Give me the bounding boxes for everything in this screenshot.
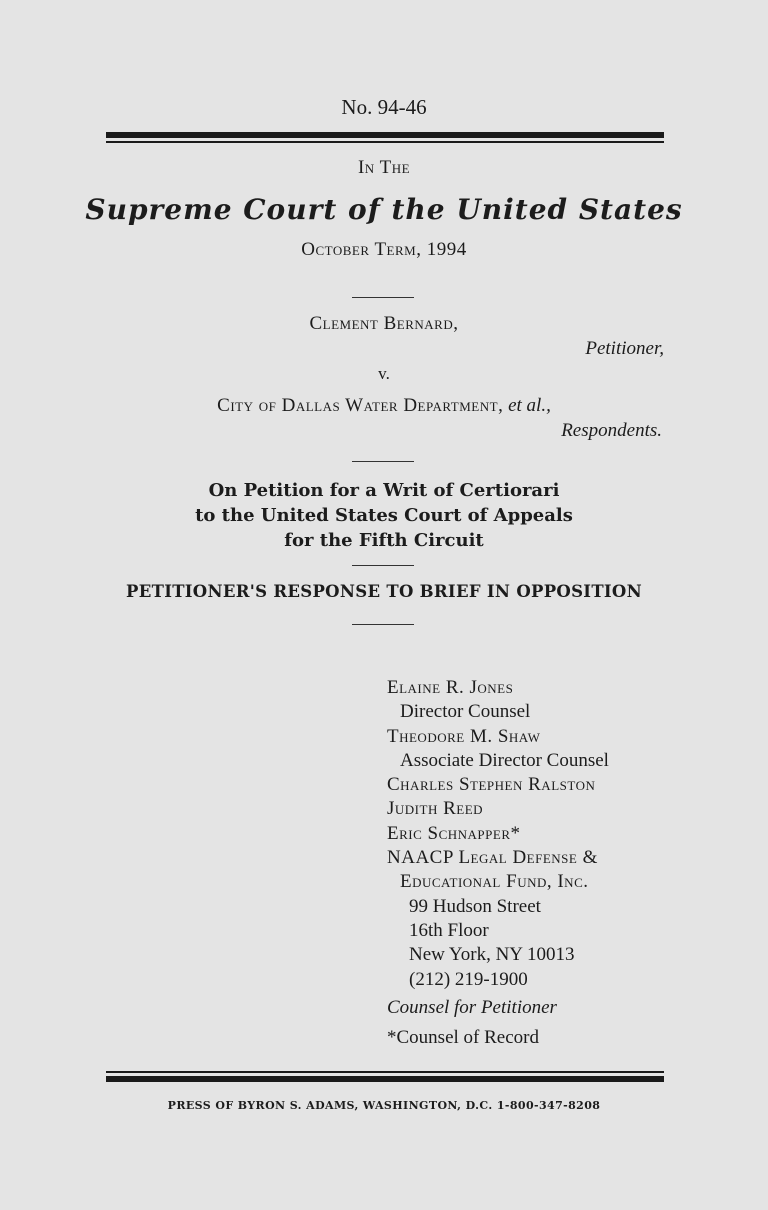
respondent-line bbox=[0, 395, 768, 417]
attorney-title: Associate Director Counsel bbox=[400, 749, 609, 771]
versus: v. bbox=[378, 364, 390, 383]
printer-line: PRESS OF BYRON S. ADAMS, WASHINGTON, D.C. 1-800-347-8208 bbox=[167, 1099, 601, 1112]
document-title: PETITIONER'S RESPONSE TO BRIEF IN OPPOSITION bbox=[126, 582, 642, 601]
petition-heading-line: to the United States Court of Appeals bbox=[195, 505, 573, 526]
respondent-name: City of Dallas Water Department, bbox=[217, 395, 504, 416]
respondent-etal: et al., bbox=[508, 395, 551, 416]
attorney-name: Charles Stephen Ralston bbox=[387, 774, 596, 796]
divider-4 bbox=[352, 624, 414, 625]
attorney-name: Theodore M. Shaw bbox=[387, 725, 541, 747]
divider-2 bbox=[352, 461, 414, 462]
petitioner-name: Clement Bernard, bbox=[309, 313, 459, 334]
top-rule-thin bbox=[106, 141, 664, 143]
court-name: Supreme Court of the United States bbox=[85, 193, 683, 226]
petition-heading-line: for the Fifth Circuit bbox=[284, 530, 484, 551]
counsel-block bbox=[387, 676, 609, 1050]
attorney-title: Director Counsel bbox=[400, 701, 531, 723]
organization-name: NAACP Legal Defense & bbox=[387, 847, 598, 869]
top-rule-thick bbox=[106, 132, 664, 138]
respondent-role: Respondents. bbox=[561, 420, 662, 441]
attorney-name: Judith Reed bbox=[387, 798, 484, 820]
divider-1 bbox=[352, 297, 414, 298]
attorney-name: Elaine R. Jones bbox=[387, 677, 514, 698]
bottom-rule-thin bbox=[106, 1071, 664, 1073]
counsel-of-record-note: *Counsel of Record bbox=[387, 1027, 539, 1049]
petition-heading-line: On Petition for a Writ of Certiorari bbox=[208, 480, 560, 501]
counsel-for-label: Counsel for Petitioner bbox=[387, 996, 557, 1018]
address-line: 99 Hudson Street bbox=[409, 895, 541, 917]
court-term: October Term, 1994 bbox=[301, 239, 467, 260]
divider-3 bbox=[352, 565, 414, 566]
bottom-rule-thick bbox=[106, 1076, 664, 1082]
address-line: New York, NY 10013 bbox=[409, 944, 575, 966]
caption-in-the: In The bbox=[357, 157, 411, 178]
organization-name: Educational Fund, Inc. bbox=[400, 871, 589, 893]
address-line: 16th Floor bbox=[409, 919, 489, 941]
docket-number: No. 94-46 bbox=[341, 95, 427, 119]
phone-number: (212) 219-1900 bbox=[409, 968, 528, 990]
petition-heading bbox=[0, 478, 768, 553]
petitioner-role: Petitioner, bbox=[585, 338, 664, 359]
attorney-name: Eric Schnapper* bbox=[387, 822, 521, 844]
